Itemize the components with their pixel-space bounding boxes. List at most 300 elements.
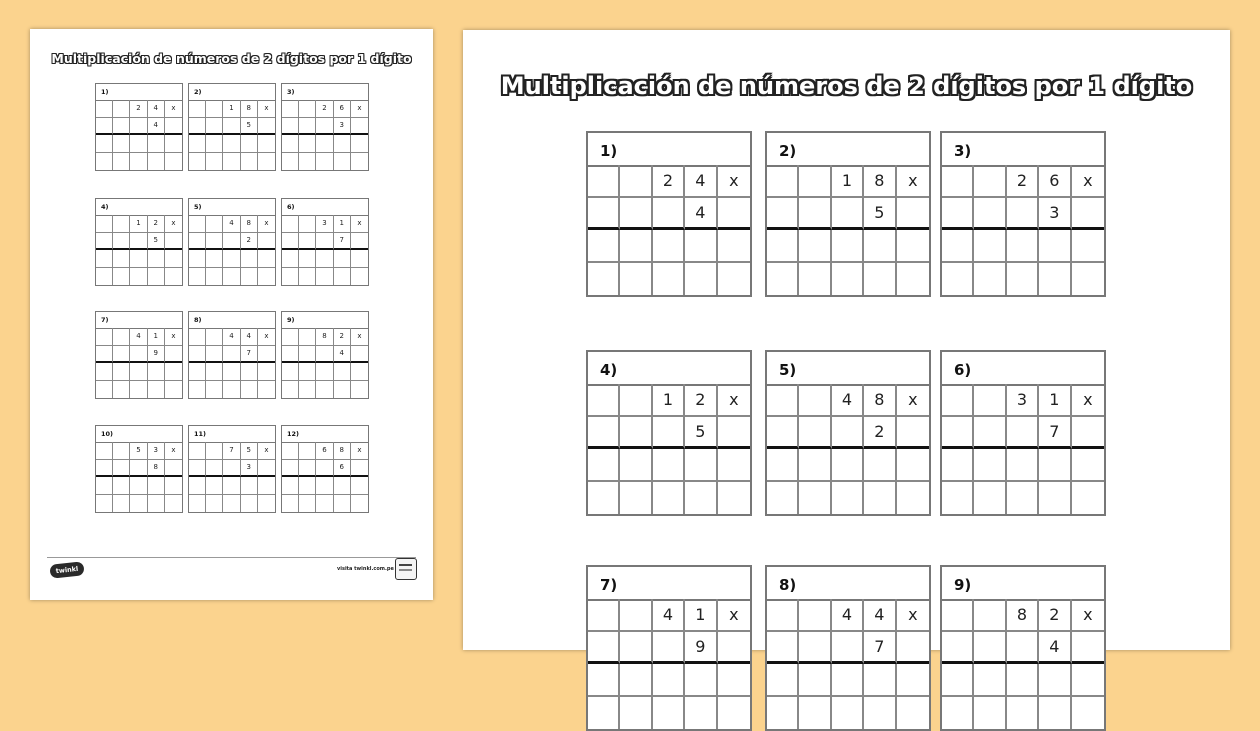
grid-cell: x (351, 328, 368, 346)
grid-cell: 2 (685, 384, 717, 417)
grid-cell: x (165, 328, 182, 346)
grid-cell (1007, 417, 1039, 450)
grid-cell[interactable] (96, 495, 113, 513)
grid-cell[interactable] (130, 135, 147, 153)
grid-cell (282, 233, 299, 251)
grid-cell[interactable] (767, 697, 799, 730)
grid-cell[interactable] (130, 250, 147, 268)
answer-grid (942, 599, 1104, 729)
problem-number: 1) (96, 84, 182, 101)
grid-cell: 1 (130, 215, 147, 233)
grid-cell[interactable] (351, 381, 368, 399)
answer-grid (767, 165, 929, 295)
grid-cell[interactable] (942, 263, 974, 296)
grid-cell[interactable] (799, 263, 831, 296)
problem-box (188, 425, 276, 513)
grid-cell: 5 (130, 442, 147, 460)
grid-cell[interactable] (113, 250, 130, 268)
grid-cell[interactable] (299, 135, 316, 153)
grid-cell[interactable] (299, 268, 316, 286)
grid-cell[interactable] (718, 263, 750, 296)
grid-cell[interactable] (351, 268, 368, 286)
grid-cell[interactable] (653, 697, 685, 730)
grid-cell[interactable] (316, 381, 333, 399)
grid-cell[interactable] (316, 363, 333, 381)
grid-cell[interactable] (241, 363, 258, 381)
grid-cell[interactable] (588, 697, 620, 730)
grid-cell[interactable] (189, 363, 206, 381)
grid-cell[interactable] (864, 482, 896, 515)
grid-cell[interactable] (588, 482, 620, 515)
grid-cell[interactable] (316, 268, 333, 286)
grid-cell: 3 (316, 215, 333, 233)
grid-cell[interactable] (282, 363, 299, 381)
grid-cell[interactable] (620, 482, 652, 515)
grid-cell[interactable] (206, 268, 223, 286)
grid-cell[interactable] (974, 697, 1006, 730)
grid-cell[interactable] (241, 250, 258, 268)
grid-cell[interactable] (113, 477, 130, 495)
grid-cell[interactable] (189, 250, 206, 268)
grid-cell[interactable] (189, 477, 206, 495)
grid-cell[interactable] (113, 495, 130, 513)
grid-cell: 6 (1039, 165, 1071, 198)
grid-cell[interactable] (685, 263, 717, 296)
grid-cell[interactable] (165, 268, 182, 286)
grid-cell[interactable] (620, 263, 652, 296)
grid-cell[interactable] (897, 697, 929, 730)
grid-cell (1007, 198, 1039, 231)
grid-cell[interactable] (148, 363, 165, 381)
answer-grid (282, 442, 368, 512)
grid-cell[interactable] (241, 495, 258, 513)
grid-cell[interactable] (864, 697, 896, 730)
answer-grid (282, 100, 368, 170)
grid-cell[interactable] (767, 449, 799, 482)
grid-cell[interactable] (653, 449, 685, 482)
grid-cell[interactable] (316, 477, 333, 495)
grid-cell[interactable] (334, 153, 351, 171)
grid-cell[interactable] (282, 135, 299, 153)
grid-cell[interactable] (334, 495, 351, 513)
problem-box (765, 565, 931, 731)
grid-cell[interactable] (897, 230, 929, 263)
grid-cell (113, 460, 130, 478)
answer-grid (96, 442, 182, 512)
grid-cell (832, 198, 864, 231)
grid-cell[interactable] (223, 363, 240, 381)
grid-cell[interactable] (282, 268, 299, 286)
grid-cell[interactable] (258, 495, 275, 513)
grid-cell[interactable] (864, 664, 896, 697)
grid-cell[interactable] (299, 250, 316, 268)
grid-cell: x (351, 215, 368, 233)
grid-cell: x (718, 165, 750, 198)
grid-cell: x (718, 384, 750, 417)
grid-cell[interactable] (189, 135, 206, 153)
grid-cell[interactable] (130, 477, 147, 495)
grid-cell[interactable] (864, 449, 896, 482)
grid-cell[interactable] (942, 482, 974, 515)
grid-cell[interactable] (1039, 697, 1071, 730)
grid-cell[interactable] (258, 250, 275, 268)
grid-cell[interactable] (1007, 697, 1039, 730)
grid-cell[interactable] (148, 381, 165, 399)
grid-cell[interactable] (282, 250, 299, 268)
grid-cell[interactable] (206, 381, 223, 399)
grid-cell[interactable] (767, 664, 799, 697)
grid-cell[interactable] (282, 381, 299, 399)
grid-cell[interactable] (620, 664, 652, 697)
grid-cell[interactable] (718, 482, 750, 515)
grid-cell[interactable] (223, 135, 240, 153)
grid-cell[interactable] (282, 153, 299, 171)
grid-cell[interactable] (974, 664, 1006, 697)
grid-cell[interactable] (1072, 664, 1104, 697)
grid-cell[interactable] (1072, 482, 1104, 515)
grid-cell[interactable] (897, 664, 929, 697)
answer-grid (96, 100, 182, 170)
grid-cell[interactable] (620, 449, 652, 482)
grid-cell (1072, 417, 1104, 450)
grid-cell[interactable] (351, 153, 368, 171)
grid-cell[interactable] (96, 363, 113, 381)
grid-cell[interactable] (1039, 230, 1071, 263)
grid-cell[interactable] (1007, 230, 1039, 263)
grid-cell[interactable] (799, 482, 831, 515)
grid-cell[interactable] (864, 230, 896, 263)
problem-box (765, 131, 931, 297)
grid-cell[interactable] (130, 381, 147, 399)
problem-number: 2) (767, 133, 929, 167)
grid-cell[interactable] (718, 697, 750, 730)
grid-cell[interactable] (96, 477, 113, 495)
grid-cell[interactable] (299, 381, 316, 399)
grid-cell[interactable] (588, 230, 620, 263)
problem-box (940, 131, 1106, 297)
grid-cell: 7 (223, 442, 240, 460)
answer-grid (96, 328, 182, 398)
grid-cell (799, 165, 831, 198)
grid-cell (620, 384, 652, 417)
problem-number: 3) (282, 84, 368, 101)
problem-number: 5) (767, 352, 929, 386)
grid-cell (96, 460, 113, 478)
grid-cell[interactable] (130, 153, 147, 171)
grid-cell[interactable] (351, 250, 368, 268)
grid-cell (113, 346, 130, 364)
grid-cell[interactable] (223, 477, 240, 495)
grid-cell[interactable] (1072, 230, 1104, 263)
grid-cell (189, 442, 206, 460)
grid-cell: 7 (241, 346, 258, 364)
grid-cell[interactable] (148, 250, 165, 268)
grid-cell[interactable] (189, 381, 206, 399)
grid-cell[interactable] (148, 153, 165, 171)
grid-cell[interactable] (864, 263, 896, 296)
grid-cell[interactable] (299, 363, 316, 381)
thumbnail-title: Multiplicación de números de 2 dígitos por 1 dígito (51, 51, 412, 66)
grid-cell[interactable] (96, 381, 113, 399)
grid-cell[interactable] (685, 230, 717, 263)
grid-cell[interactable] (620, 230, 652, 263)
grid-cell: x (351, 442, 368, 460)
grid-cell[interactable] (767, 482, 799, 515)
grid-cell[interactable] (832, 664, 864, 697)
grid-cell[interactable] (148, 477, 165, 495)
grid-cell[interactable] (1072, 263, 1104, 296)
grid-cell[interactable] (165, 135, 182, 153)
grid-cell: 2 (148, 215, 165, 233)
grid-cell[interactable] (206, 477, 223, 495)
grid-cell[interactable] (653, 230, 685, 263)
grid-cell[interactable] (588, 263, 620, 296)
grid-cell[interactable] (974, 230, 1006, 263)
grid-cell[interactable] (258, 477, 275, 495)
grid-cell[interactable] (334, 477, 351, 495)
grid-cell (206, 328, 223, 346)
grid-cell[interactable] (299, 495, 316, 513)
grid-cell[interactable] (165, 477, 182, 495)
grid-cell (897, 632, 929, 665)
grid-cell[interactable] (767, 230, 799, 263)
grid-cell[interactable] (223, 268, 240, 286)
grid-cell[interactable] (334, 135, 351, 153)
problem-box (586, 350, 752, 516)
grid-cell[interactable] (223, 495, 240, 513)
grid-cell[interactable] (282, 477, 299, 495)
grid-cell[interactable] (189, 268, 206, 286)
grid-cell (588, 384, 620, 417)
grid-cell[interactable] (653, 482, 685, 515)
grid-cell: 4 (864, 599, 896, 632)
grid-cell (130, 460, 147, 478)
problem-number: 7) (96, 312, 182, 329)
grid-cell: x (258, 215, 275, 233)
grid-cell[interactable] (1039, 482, 1071, 515)
grid-cell[interactable] (685, 482, 717, 515)
grid-cell[interactable] (189, 495, 206, 513)
problem-number: 10) (96, 426, 182, 443)
problem-box (281, 198, 369, 286)
grid-cell[interactable] (620, 697, 652, 730)
grid-cell: 4 (223, 328, 240, 346)
grid-cell (832, 632, 864, 665)
grid-cell[interactable] (832, 697, 864, 730)
grid-cell (897, 198, 929, 231)
grid-cell[interactable] (718, 449, 750, 482)
grid-cell: x (258, 442, 275, 460)
grid-cell[interactable] (942, 697, 974, 730)
grid-cell[interactable] (832, 449, 864, 482)
grid-cell: 4 (130, 328, 147, 346)
grid-cell (1072, 198, 1104, 231)
grid-cell[interactable] (258, 153, 275, 171)
grid-cell[interactable] (942, 449, 974, 482)
grid-cell[interactable] (96, 268, 113, 286)
grid-cell[interactable] (165, 250, 182, 268)
grid-cell[interactable] (241, 268, 258, 286)
grid-cell[interactable] (113, 363, 130, 381)
grid-cell[interactable] (334, 268, 351, 286)
grid-cell[interactable] (241, 477, 258, 495)
grid-cell[interactable] (258, 363, 275, 381)
grid-cell: 8 (864, 384, 896, 417)
grid-cell[interactable] (96, 135, 113, 153)
grid-cell[interactable] (897, 449, 929, 482)
grid-cell[interactable] (316, 250, 333, 268)
grid-cell[interactable] (334, 363, 351, 381)
grid-cell[interactable] (206, 135, 223, 153)
grid-cell (351, 346, 368, 364)
grid-cell: 1 (148, 328, 165, 346)
grid-cell[interactable] (351, 495, 368, 513)
grid-cell[interactable] (1007, 263, 1039, 296)
grid-cell[interactable] (148, 135, 165, 153)
grid-cell[interactable] (799, 449, 831, 482)
grid-cell[interactable] (96, 250, 113, 268)
grid-cell[interactable] (832, 230, 864, 263)
grid-cell (299, 100, 316, 118)
grid-cell[interactable] (241, 135, 258, 153)
grid-cell[interactable] (897, 482, 929, 515)
grid-cell[interactable] (832, 482, 864, 515)
grid-cell[interactable] (974, 449, 1006, 482)
answer-grid (767, 599, 929, 729)
grid-cell[interactable] (1039, 449, 1071, 482)
grid-cell[interactable] (206, 153, 223, 171)
problem-box (188, 311, 276, 399)
grid-cell[interactable] (653, 263, 685, 296)
grid-cell: 7 (864, 632, 896, 665)
grid-cell[interactable] (1007, 449, 1039, 482)
grid-cell[interactable] (258, 268, 275, 286)
grid-cell[interactable] (1072, 697, 1104, 730)
grid-cell (165, 460, 182, 478)
grid-cell (942, 417, 974, 450)
grid-cell[interactable] (113, 381, 130, 399)
grid-cell[interactable] (974, 482, 1006, 515)
grid-cell (767, 599, 799, 632)
answer-grid (189, 100, 275, 170)
grid-cell: x (897, 599, 929, 632)
grid-cell[interactable] (942, 664, 974, 697)
grid-cell (189, 215, 206, 233)
grid-cell[interactable] (96, 153, 113, 171)
grid-cell[interactable] (165, 153, 182, 171)
grid-cell[interactable] (258, 381, 275, 399)
grid-cell[interactable] (832, 263, 864, 296)
grid-cell: 5 (148, 233, 165, 251)
grid-cell[interactable] (1039, 263, 1071, 296)
grid-cell[interactable] (316, 153, 333, 171)
grid-cell (282, 346, 299, 364)
grid-cell (974, 198, 1006, 231)
grid-cell[interactable] (685, 664, 717, 697)
grid-cell[interactable] (299, 477, 316, 495)
grid-cell: x (1072, 384, 1104, 417)
grid-cell[interactable] (165, 495, 182, 513)
grid-cell: 9 (685, 632, 717, 665)
grid-cell[interactable] (241, 381, 258, 399)
grid-cell[interactable] (1072, 449, 1104, 482)
grid-cell[interactable] (223, 153, 240, 171)
grid-cell[interactable] (334, 381, 351, 399)
problem-number: 12) (282, 426, 368, 443)
grid-cell[interactable] (165, 381, 182, 399)
grid-cell[interactable] (351, 363, 368, 381)
grid-cell (96, 346, 113, 364)
grid-cell[interactable] (223, 250, 240, 268)
grid-cell: x (165, 442, 182, 460)
grid-cell[interactable] (316, 135, 333, 153)
grid-cell[interactable] (718, 230, 750, 263)
grid-cell[interactable] (316, 495, 333, 513)
problem-box (940, 565, 1106, 731)
problem-number: 1) (588, 133, 750, 167)
grid-cell[interactable] (206, 363, 223, 381)
grid-cell[interactable] (148, 268, 165, 286)
grid-cell (96, 442, 113, 460)
grid-cell[interactable] (148, 495, 165, 513)
grid-cell[interactable] (130, 495, 147, 513)
grid-cell[interactable] (130, 363, 147, 381)
grid-cell[interactable] (130, 268, 147, 286)
grid-cell[interactable] (282, 495, 299, 513)
grid-cell (351, 233, 368, 251)
grid-cell[interactable] (258, 135, 275, 153)
grid-cell[interactable] (1007, 664, 1039, 697)
grid-cell[interactable] (113, 135, 130, 153)
grid-cell[interactable] (223, 381, 240, 399)
grid-cell[interactable] (241, 153, 258, 171)
grid-cell[interactable] (588, 664, 620, 697)
grid-cell[interactable] (942, 230, 974, 263)
grid-cell[interactable] (718, 664, 750, 697)
grid-cell[interactable] (299, 153, 316, 171)
grid-cell[interactable] (588, 449, 620, 482)
grid-cell[interactable] (685, 697, 717, 730)
grid-cell[interactable] (1007, 482, 1039, 515)
grid-cell[interactable] (799, 664, 831, 697)
grid-cell (316, 118, 333, 136)
grid-cell[interactable] (165, 363, 182, 381)
grid-cell (96, 215, 113, 233)
grid-cell[interactable] (799, 697, 831, 730)
grid-cell[interactable] (113, 153, 130, 171)
grid-cell[interactable] (334, 250, 351, 268)
grid-cell[interactable] (974, 263, 1006, 296)
grid-cell: 8 (1007, 599, 1039, 632)
grid-cell[interactable] (113, 268, 130, 286)
grid-cell[interactable] (767, 263, 799, 296)
grid-cell (223, 118, 240, 136)
grid-cell[interactable] (189, 153, 206, 171)
grid-cell[interactable] (351, 135, 368, 153)
grid-cell[interactable] (653, 664, 685, 697)
grid-cell[interactable] (799, 230, 831, 263)
grid-cell[interactable] (206, 495, 223, 513)
grid-cell[interactable] (206, 250, 223, 268)
grid-cell[interactable] (897, 263, 929, 296)
grid-cell[interactable] (685, 449, 717, 482)
grid-cell (799, 632, 831, 665)
problem-box (765, 350, 931, 516)
problem-box (281, 83, 369, 171)
grid-cell: x (165, 215, 182, 233)
grid-cell[interactable] (351, 477, 368, 495)
grid-cell[interactable] (1039, 664, 1071, 697)
